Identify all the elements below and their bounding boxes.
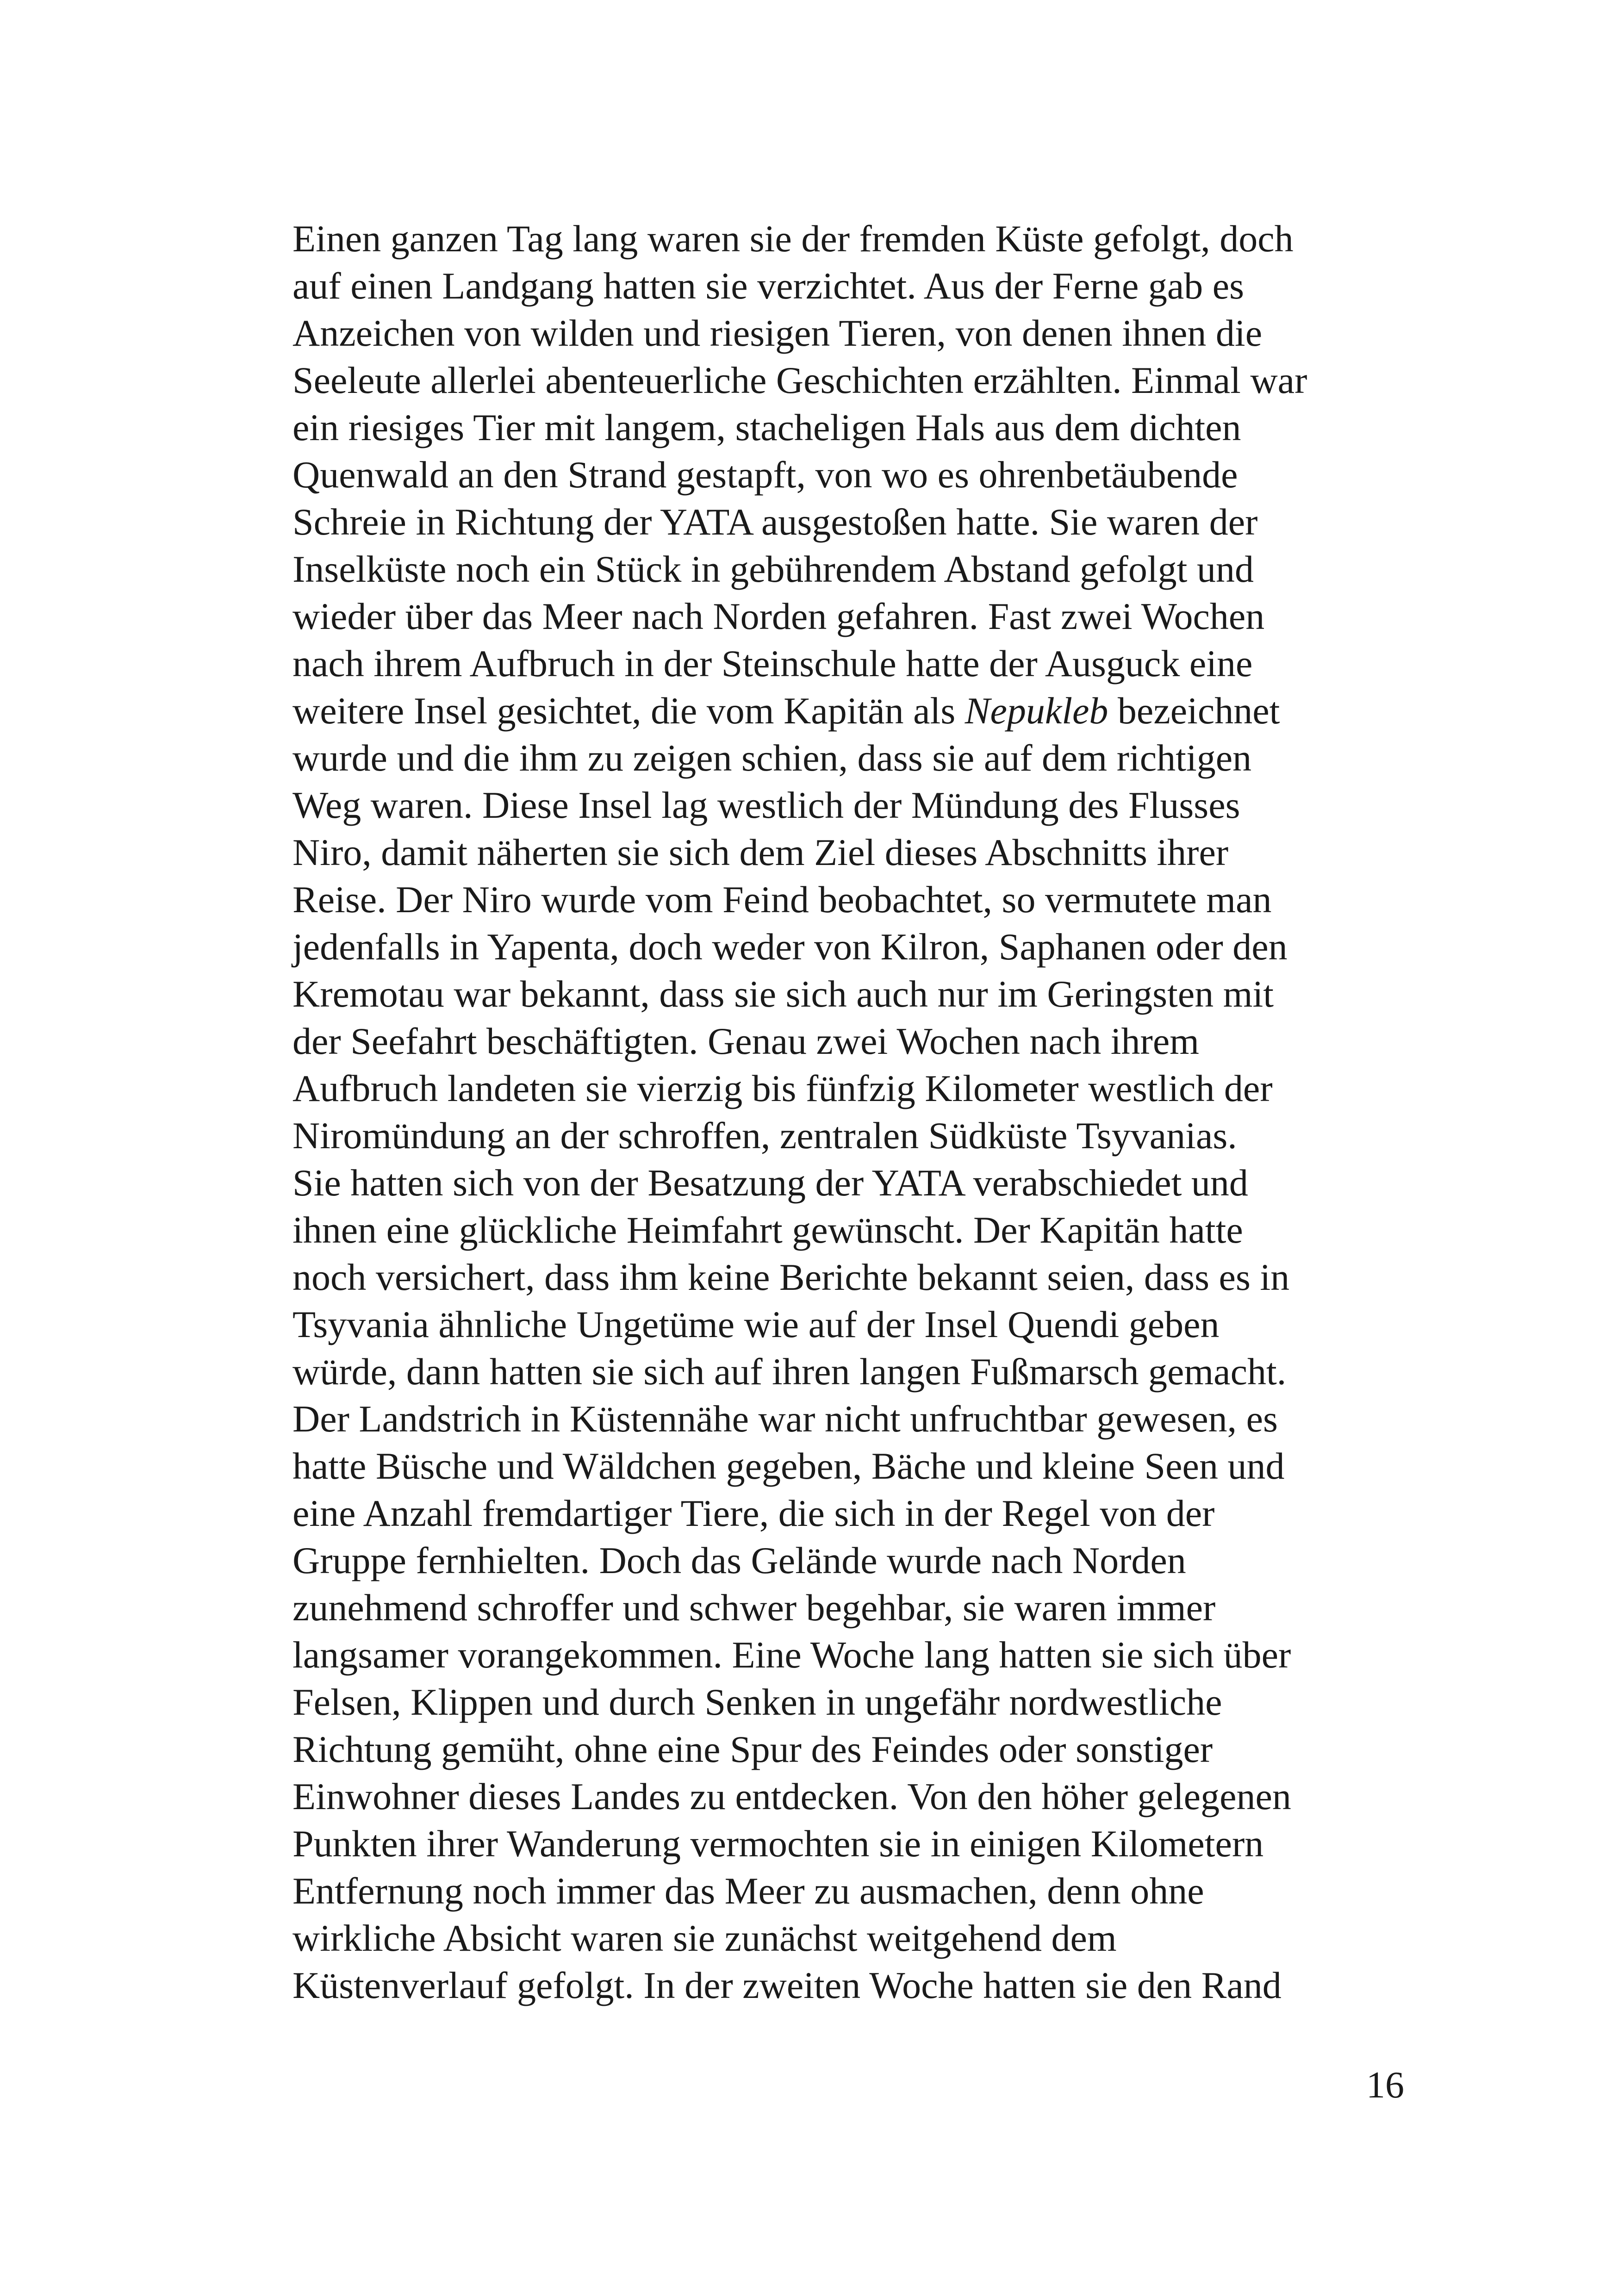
text-line: Anzeichen von wilden und riesigen Tieren, von denen ihnen die xyxy=(292,312,1263,354)
text-line: auf einen Landgang hatten sie verzichtet. Aus der Ferne gab es xyxy=(292,265,1245,307)
text-line: Der Landstrich in Küstennähe war nicht unfruchtbar gewesen, es xyxy=(292,1398,1278,1440)
text-line: Küstenverlauf gefolgt. In der zweiten Woche hatten sie den Rand xyxy=(292,1964,1282,2006)
text-line: ihnen eine glückliche Heimfahrt gewünscht. Der Kapitän hatte xyxy=(292,1209,1243,1251)
page-number: 16 xyxy=(1366,2064,1404,2106)
text-line: der Seefahrt beschäftigten. Genau zwei Wochen nach ihrem xyxy=(292,1020,1200,1062)
text-line: Quenwald an den Strand gestapft, von wo es ohrenbetäubende xyxy=(292,454,1238,496)
italic-term: Nepukleb xyxy=(965,690,1108,732)
text-line: Richtung gemüht, ohne eine Spur des Feindes oder sonstiger xyxy=(292,1728,1213,1770)
text-line: Felsen, Klippen und durch Senken in ungefähr nordwestliche xyxy=(292,1681,1222,1723)
text-line: zunehmend schroffer und schwer begehbar, sie waren immer xyxy=(292,1587,1216,1629)
text-line: wurde und die ihm zu zeigen schien, dass sie auf dem richtigen xyxy=(292,737,1252,779)
text-line xyxy=(292,687,1403,734)
text-line: Inselküste noch ein Stück in gebührendem Abstand gefolgt und xyxy=(292,548,1254,590)
text-line: Niro, damit näherten sie sich dem Ziel dieses Abschnitts ihrer xyxy=(292,831,1229,873)
text-line: Entfernung noch immer das Meer zu ausmachen, denn ohne xyxy=(292,1870,1204,1912)
text-line: hatte Büsche und Wäldchen gegeben, Bäche und kleine Seen und xyxy=(292,1445,1285,1487)
text-line: langsamer vorangekommen. Eine Woche lang hatten sie sich über xyxy=(292,1634,1291,1676)
text-line: nach ihrem Aufbruch in der Steinschule hatte der Ausguck eine xyxy=(292,642,1253,684)
text-line: Sie hatten sich von der Besatzung der YATA verabschiedet und xyxy=(292,1162,1248,1204)
text-line: Niromündung an der schroffen, zentralen Südküste Tsyvanias. xyxy=(292,1114,1237,1157)
text-line: Einwohner dieses Landes zu entdecken. Von den höher gelegenen xyxy=(292,1775,1291,1817)
text-line: wieder über das Meer nach Norden gefahren. Fast zwei Wochen xyxy=(292,595,1265,637)
text-line: Weg waren. Diese Insel lag westlich der Mündung des Flusses xyxy=(292,784,1240,826)
text-line: Schreie in Richtung der YATA ausgestoßen hatte. Sie waren der xyxy=(292,501,1258,543)
text-line: jedenfalls in Yapenta, doch weder von Kilron, Saphanen oder den xyxy=(292,926,1288,968)
text-line: Tsyvania ähnliche Ungetüme wie auf der Insel Quendi geben xyxy=(292,1303,1220,1345)
text-line: wirkliche Absicht waren sie zunächst weitgehend dem xyxy=(292,1917,1117,1959)
text-line: Aufbruch landeten sie vierzig bis fünfzig Kilometer westlich der xyxy=(292,1067,1273,1109)
text-line: ein riesiges Tier mit langem, stacheligen Hals aus dem dichten xyxy=(292,406,1241,448)
text-line: würde, dann hatten sie sich auf ihren langen Fußmarsch gemacht. xyxy=(292,1350,1287,1393)
text-line: Seeleute allerlei abenteuerliche Geschichten erzählten. Einmal war xyxy=(292,359,1307,401)
text-segment: bezeichnet xyxy=(1108,690,1280,732)
body-text xyxy=(292,215,1403,2009)
text-line: Reise. Der Niro wurde vom Feind beobachtet, so vermutete man xyxy=(292,878,1272,921)
text-line: Kremotau war bekannt, dass sie sich auch nur im Geringsten mit xyxy=(292,973,1274,1015)
text-line: Einen ganzen Tag lang waren sie der fremden Küste gefolgt, doch xyxy=(292,218,1294,260)
text-line: Gruppe fernhielten. Doch das Gelände wurde nach Norden xyxy=(292,1539,1186,1581)
text-line: Punkten ihrer Wanderung vermochten sie in einigen Kilometern xyxy=(292,1823,1264,1865)
text-line: eine Anzahl fremdartiger Tiere, die sich in der Regel von der xyxy=(292,1492,1215,1534)
text-segment: weitere Insel gesichtet, die vom Kapitän als xyxy=(292,690,965,732)
text-line: noch versichert, dass ihm keine Berichte bekannt seien, dass es in xyxy=(292,1256,1290,1298)
